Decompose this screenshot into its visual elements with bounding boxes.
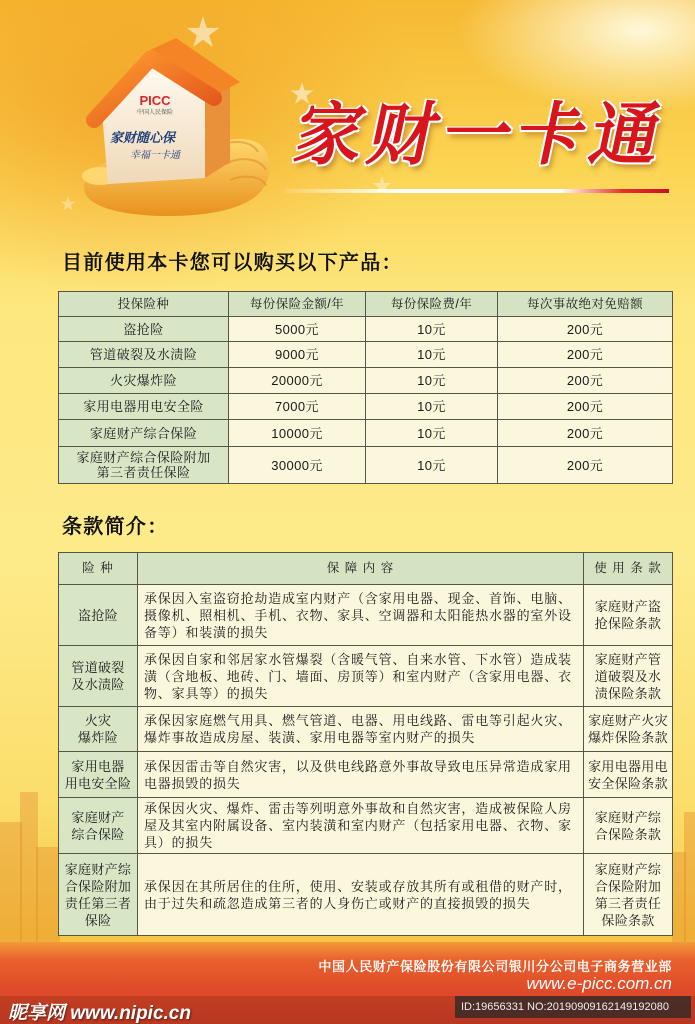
- applicable-clause-cell: 家庭财产管 道破裂及水 渍保险条款: [584, 646, 673, 707]
- premium-cell: 10元: [366, 447, 498, 484]
- deductible-cell: 200元: [498, 420, 673, 447]
- coverage-amount-cell: 30000元: [229, 447, 366, 484]
- deductible-cell: 200元: [498, 317, 673, 342]
- clause-type-cell: 家庭财产 综合保险: [59, 798, 138, 854]
- insurance-type-cell: 火灾爆炸险: [59, 368, 229, 394]
- premium-cell: 10元: [366, 394, 498, 420]
- coverage-description-cell: 承保因家庭燃气用具、燃气管道、电器、用电线路、雷电等引起火灾、 爆炸事故造成房屋、装潢、家用电器等室内财产的损失: [138, 707, 584, 752]
- clause-type-cell: 家用电器 用电安全险: [59, 752, 138, 798]
- column-header: 每次事故绝对免赔额: [498, 292, 673, 317]
- clause-type-cell: 管道破裂 及水渍险: [59, 646, 138, 707]
- premium-cell: 10元: [366, 342, 498, 368]
- watermark-site: 昵享网 www.nipic.cn: [8, 1003, 191, 1024]
- applicable-clause-cell: 家用电器用电 安全保险条款: [584, 752, 673, 798]
- house-icon: [94, 38, 240, 184]
- table-row: [59, 317, 673, 342]
- insurance-type-cell: 家用电器用电安全险: [59, 394, 229, 420]
- coverage-description-cell: 承保因在其所居住的住所，使用、安装或存放其所有或租借的财产时， 由于过失和疏忽造成第三者的人身伤亡或财产的直接损毁的损失: [138, 854, 584, 936]
- deductible-cell: 200元: [498, 368, 673, 394]
- premium-cell: 10元: [366, 368, 498, 394]
- table-header-row: [59, 553, 673, 585]
- coverage-amount-cell: 20000元: [229, 368, 366, 394]
- clauses-heading: 条款简介：: [62, 516, 169, 538]
- title-underline: [285, 189, 669, 193]
- deductible-cell: 200元: [498, 447, 673, 484]
- logo-slogan-line2: 幸福一卡通: [130, 150, 180, 161]
- products-table: [58, 291, 673, 484]
- column-header: 投保险种: [59, 292, 229, 317]
- clause-type-cell: 家庭财产综 合保险附加 责任第三者 保险: [59, 854, 138, 936]
- footer-company-name: 中国人民财产保险股份有限公司银川分公司电子商务营业部: [318, 959, 672, 974]
- table-row: [59, 798, 673, 854]
- table-row: [59, 394, 673, 420]
- logo-brand: PICC: [139, 93, 171, 108]
- insurance-type-cell: 家庭财产综合保险: [59, 420, 229, 447]
- building-shape: [0, 822, 22, 942]
- page-title: 家财一卡通: [287, 97, 674, 173]
- insurance-type-cell: 家庭财产综合保险附加 第三者责任保险: [59, 447, 229, 484]
- table-row: [59, 447, 673, 484]
- applicable-clause-cell: 家庭财产盗 抢保险条款: [584, 585, 673, 646]
- products-heading: 目前使用本卡您可以购买以下产品：: [62, 252, 403, 274]
- building-shape: [36, 847, 60, 942]
- table-row: [59, 368, 673, 394]
- insurance-type-cell: 盗抢险: [59, 317, 229, 342]
- coverage-amount-cell: 7000元: [229, 394, 366, 420]
- clause-type-cell: 盗抢险: [59, 585, 138, 646]
- coverage-description-cell: 承保因自家和邻居家水管爆裂（含暖气管、自来水管、下水管）造成装 潢（含地板、地砖、门、墙面、房顶等）和室内财产（含家用电器、衣 物、家具等）的损失: [138, 646, 584, 707]
- table-row: [59, 646, 673, 707]
- applicable-clause-cell: 家庭财产综 合保险条款: [584, 798, 673, 854]
- coverage-amount-cell: 5000元: [229, 317, 366, 342]
- logo-slogan-line1: 家财随心保: [110, 130, 176, 145]
- deductible-cell: 200元: [498, 342, 673, 368]
- coverage-description-cell: 承保因雷击等自然灾害，以及供电线路意外事故导致电压异常造成家用 电器损毁的损失: [138, 752, 584, 798]
- insurance-type-cell: 管道破裂及水渍险: [59, 342, 229, 368]
- footer-website-link[interactable]: www.e-picc.com.cn: [526, 974, 672, 993]
- table-row: [59, 707, 673, 752]
- deductible-cell: 200元: [498, 394, 673, 420]
- column-header: 每份保险费/年: [366, 292, 498, 317]
- house-in-hand-logo: [0, 0, 280, 225]
- column-header: 使 用 条 款: [584, 553, 673, 585]
- table-row: [59, 420, 673, 447]
- coverage-description-cell: 承保因火灾、爆炸、雷击等列明意外事故和自然灾害，造成被保险人房 屋及其室内附属设备、室内装潢和室内财产（包括家用电器、衣物、家 具）的损失: [138, 798, 584, 854]
- coverage-amount-cell: 10000元: [229, 420, 366, 447]
- premium-cell: 10元: [366, 420, 498, 447]
- applicable-clause-cell: 家庭财产火灾 爆炸保险条款: [584, 707, 673, 752]
- table-header-row: [59, 292, 673, 317]
- watermark-id: ID:19656331 NO:20190909162149192080: [455, 996, 691, 1018]
- premium-cell: 10元: [366, 317, 498, 342]
- table-row: [59, 342, 673, 368]
- table-row: [59, 854, 673, 936]
- column-header: 险 种: [59, 553, 138, 585]
- coverage-description-cell: 承保因入室盗窃抢劫造成室内财产（含家用电器、现金、首饰、电脑、 摄像机、照相机、手机、衣物、家具、空调器和太阳能热水器的室外设 备等）和装潢的损失: [138, 585, 584, 646]
- building-shape: [684, 812, 695, 942]
- clause-type-cell: 火灾 爆炸险: [59, 707, 138, 752]
- table-row: [59, 585, 673, 646]
- column-header: 保 障 内 容: [138, 553, 584, 585]
- column-header: 每份保险金额/年: [229, 292, 366, 317]
- logo-brand-sub: 中国人民保险: [136, 110, 174, 116]
- clauses-table: [58, 552, 673, 936]
- star-icon: [372, 176, 392, 196]
- coverage-amount-cell: 9000元: [229, 342, 366, 368]
- applicable-clause-cell: 家庭财产综 合保险附加 第三者责任 保险条款: [584, 854, 673, 936]
- table-row: [59, 752, 673, 798]
